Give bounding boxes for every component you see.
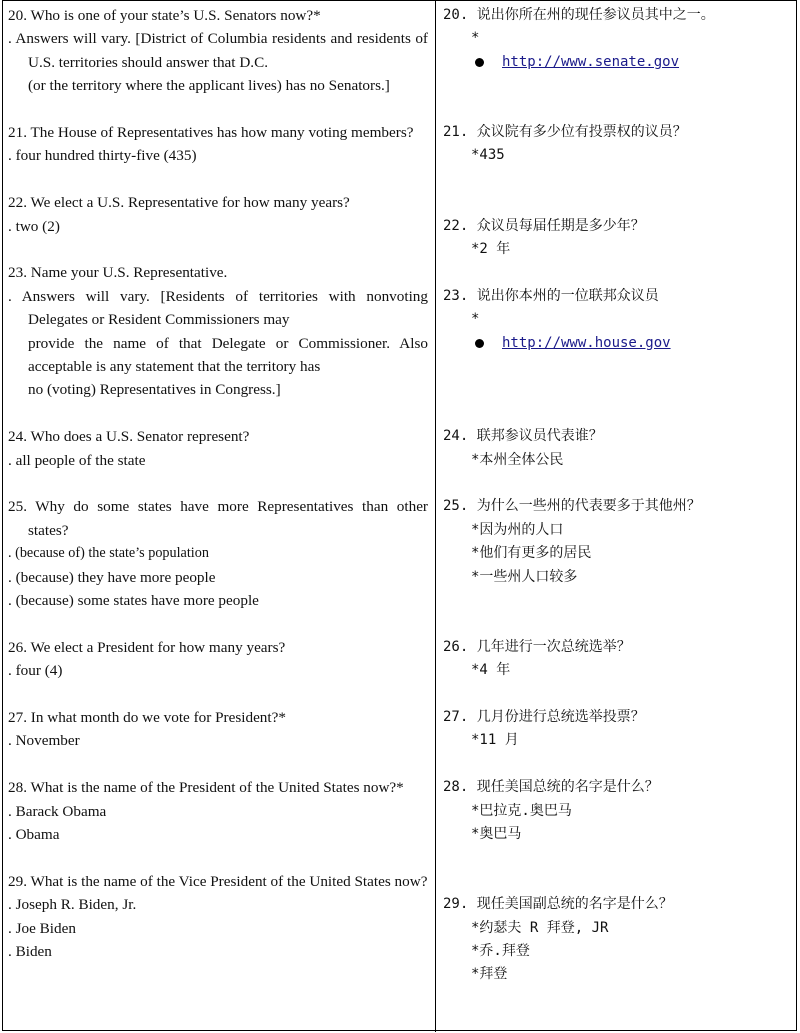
zh-item-26 xyxy=(443,636,793,683)
en-question-26: 26. We elect a President for how many years? xyxy=(8,638,286,656)
en-item-27 xyxy=(8,706,428,753)
en-question-21: 21. The House of Representatives has how many voting members? xyxy=(8,124,414,142)
en-answer-28-1: . Barack Obama xyxy=(8,802,107,820)
en-question-27: 27. In what month do we vote for President?* xyxy=(8,709,286,727)
zh-answer-21-1: *435 xyxy=(471,147,505,164)
en-answer-23-3: no (voting) Representatives in Congress.] xyxy=(28,381,281,399)
en-question-23: 23. Name your U.S. Representative. xyxy=(8,264,228,282)
zh-item-20 xyxy=(443,4,793,98)
zh-answer-29-1: *约瑟夫 R 拜登, JR xyxy=(471,919,609,936)
en-answer-23-1: . Answers will vary. [Residents of territories with nonvoting Delegates or Resident Commissioners may xyxy=(8,287,428,329)
zh-question-20: 20. 说出你所在州的现任参议员其中之一。 xyxy=(443,7,715,23)
en-answer-26-1: . four (4) xyxy=(8,662,63,680)
zh-answer-20-1: * xyxy=(471,30,480,47)
zh-question-23: 23. 说出你本州的一位联邦众议员 xyxy=(443,287,659,304)
zh-answer-27-1: *11 月 xyxy=(471,732,519,749)
zh-question-25: 25. 为什么一些州的代表要多于其他州？ xyxy=(443,498,701,515)
en-item-23 xyxy=(8,261,428,401)
en-answer-20-2: (or the territory where the applicant lives) has no Senators.] xyxy=(28,77,390,95)
en-question-28: 28. What is the name of the President of the United States now?* xyxy=(8,779,404,797)
zh-answer-25-1: *因为州的人口 xyxy=(471,521,564,538)
zh-answer-26-1: *4 年 xyxy=(471,662,511,679)
zh-answer-25-2: *他们有更多的居民 xyxy=(471,545,592,562)
zh-item-27 xyxy=(443,706,793,753)
zh-item-21 xyxy=(443,121,793,191)
zh-question-27: 27. 几月份进行总统选举投票？ xyxy=(443,709,645,726)
zh-answer-23-1: * xyxy=(471,311,480,328)
en-question-22: 22. We elect a U.S. Representative for how many years? xyxy=(8,194,350,212)
bullet-icon xyxy=(475,58,484,67)
en-answer-24-1: . all people of the state xyxy=(8,451,146,469)
en-answer-28-2: . Obama xyxy=(8,826,60,844)
zh-link-row-23 xyxy=(443,332,793,355)
zh-answer-28-1: *巴拉克.奥巴马 xyxy=(471,802,572,819)
zh-answer-28-2: *奥巴马 xyxy=(471,826,522,843)
column-divider xyxy=(435,1,436,1032)
en-answer-29-3: . Biden xyxy=(8,943,52,961)
en-answer-25-2: . (because) they have more people xyxy=(8,568,216,586)
bullet-icon xyxy=(475,339,484,348)
en-item-25 xyxy=(8,495,428,612)
en-item-26 xyxy=(8,636,428,683)
zh-answer-22-1: *2 年 xyxy=(471,241,511,257)
zh-item-24 xyxy=(443,425,793,472)
en-item-20 xyxy=(8,4,428,98)
en-item-29 xyxy=(8,870,428,964)
zh-item-29 xyxy=(443,893,793,987)
en-item-21 xyxy=(8,121,428,168)
zh-item-22 xyxy=(443,215,793,262)
zh-question-24: 24. 联邦参议员代表谁？ xyxy=(443,428,603,445)
zh-question-22: 22. 众议员每届任期是多少年？ xyxy=(443,217,645,234)
en-answer-29-2: . Joe Biden xyxy=(8,919,76,937)
english-column xyxy=(8,4,428,964)
en-question-24: 24. Who does a U.S. Senator represent? xyxy=(8,428,250,446)
en-question-25: 25. Why do some states have more Representatives than other states? xyxy=(8,498,428,539)
en-answer-21-1: . four hundred thirty-five (435) xyxy=(8,147,197,165)
zh-question-28: 28. 现任美国总统的名字是什么？ xyxy=(443,779,659,796)
zh-answer-29-3: *拜登 xyxy=(471,966,508,983)
en-question-29: 29. What is the name of the Vice President of the United States now? xyxy=(8,872,428,890)
zh-question-26: 26. 几年进行一次总统选举？ xyxy=(443,638,631,655)
en-answer-20-1: . Answers will vary. [District of Columbia residents and residents of U.S. territories should answer that D.C. xyxy=(8,30,428,71)
en-question-20: 20. Who is one of your state’s U.S. Senators now?* xyxy=(8,7,321,24)
zh-item-28 xyxy=(443,776,793,870)
en-answer-27-1: . November xyxy=(8,732,80,750)
senate-link[interactable]: http://www.senate.gov xyxy=(502,53,680,70)
en-item-22 xyxy=(8,191,428,238)
en-answer-23-2: provide the name of that Delegate or Commissioner. Also acceptable is any statement that the territory has xyxy=(28,334,428,376)
zh-link-row-20 xyxy=(443,51,793,74)
zh-answer-24-1: *本州全体公民 xyxy=(471,451,564,468)
en-answer-22-1: . two (2) xyxy=(8,217,60,235)
en-answer-25-3: . (because) some states have more people xyxy=(8,592,259,610)
zh-question-21: 21. 众议院有多少位有投票权的议员？ xyxy=(443,124,687,140)
en-item-24 xyxy=(8,425,428,472)
zh-item-25 xyxy=(443,495,793,612)
en-answer-29-1: . Joseph R. Biden, Jr. xyxy=(8,896,137,914)
qa-table xyxy=(2,0,797,1031)
zh-answer-29-2: *乔.拜登 xyxy=(471,943,530,960)
en-answer-25-1: . (because of) the state’s population xyxy=(8,545,209,562)
chinese-column xyxy=(443,4,793,987)
zh-answer-25-3: *一些州人口较多 xyxy=(471,568,578,585)
house-link[interactable]: http://www.house.gov xyxy=(502,334,671,351)
zh-item-23 xyxy=(443,285,793,402)
en-item-28 xyxy=(8,776,428,846)
zh-question-29: 29. 现任美国副总统的名字是什么？ xyxy=(443,896,673,913)
